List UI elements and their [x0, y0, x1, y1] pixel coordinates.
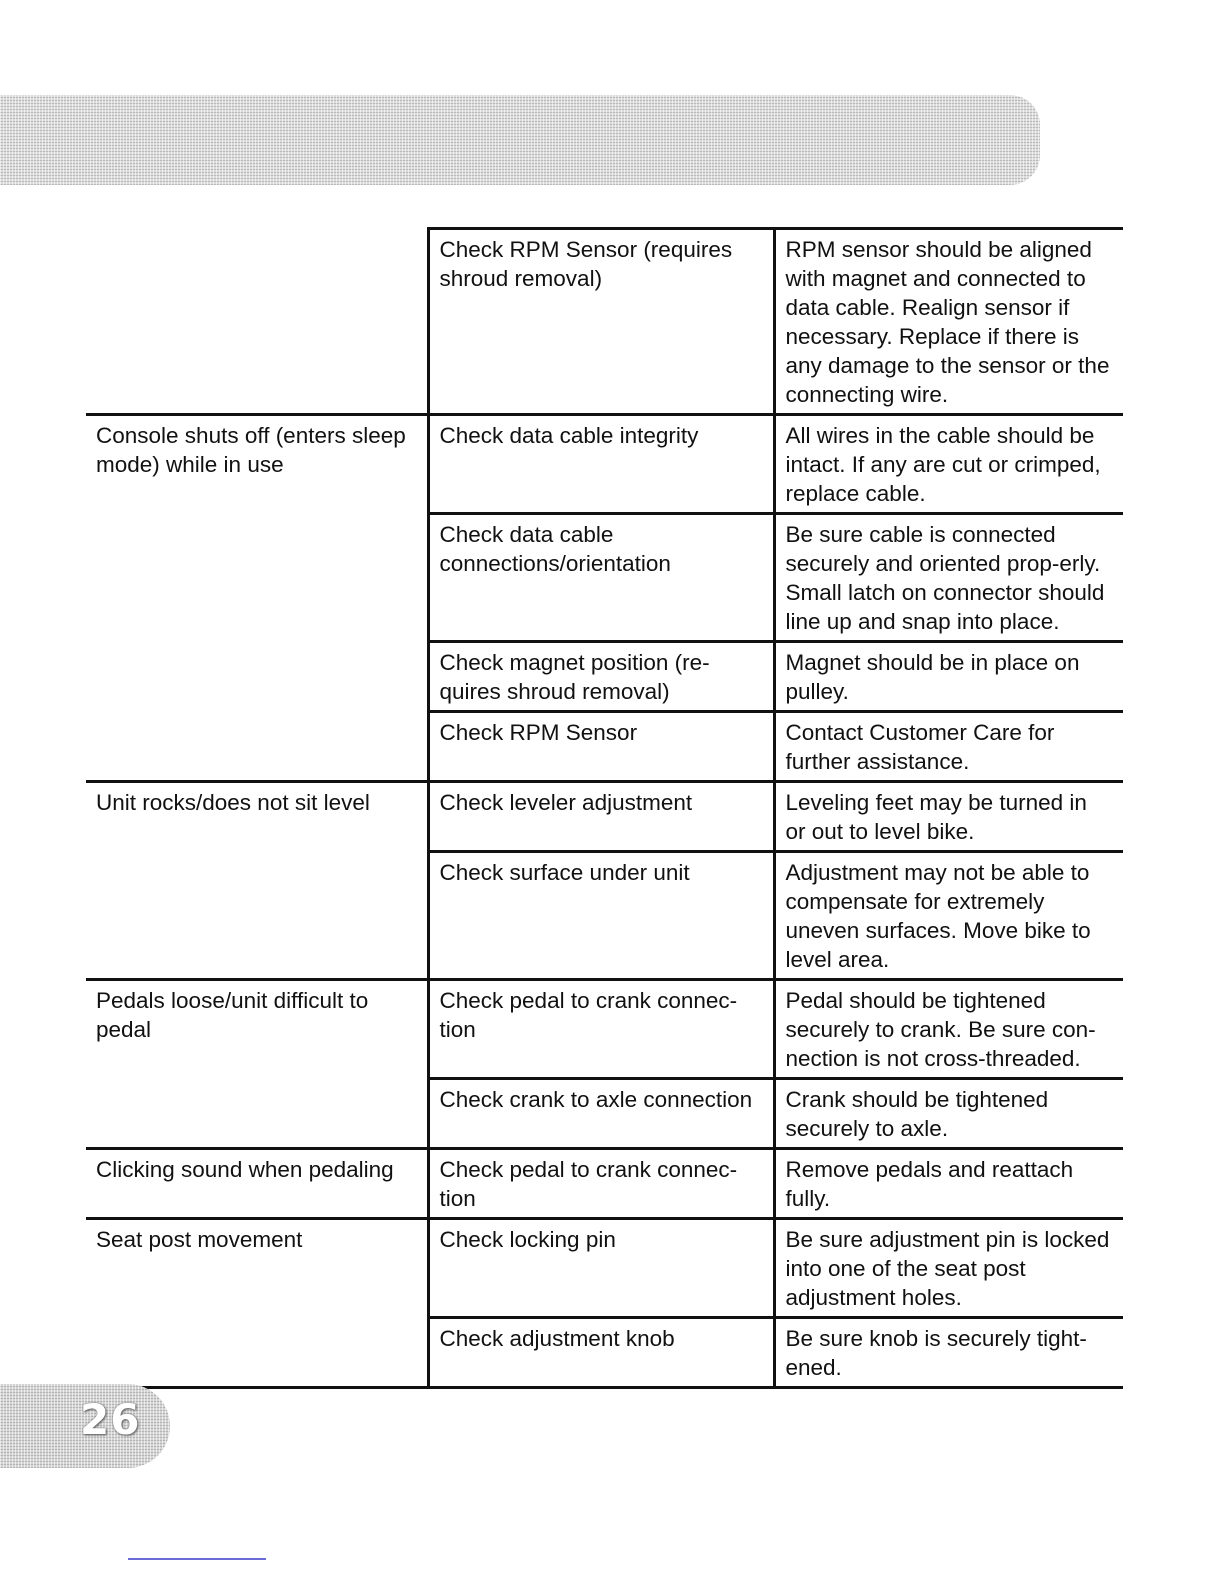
- problem-cell: [86, 852, 428, 980]
- problem-cell: [86, 1318, 428, 1388]
- solution-cell: Be sure cable is connected securely and oriented prop-erly. Small latch on connector should line up and snap into place.: [774, 514, 1123, 642]
- check-cell: Check locking pin: [428, 1219, 774, 1318]
- check-cell: Check pedal to crank connec-tion: [428, 1149, 774, 1219]
- problem-cell: Console shuts off (enters sleep mode) while in use: [86, 415, 428, 514]
- solution-cell: All wires in the cable should be intact. If any are cut or crimped, replace cable.: [774, 415, 1123, 514]
- problem-cell: [86, 1079, 428, 1149]
- table-row: [86, 1149, 1123, 1219]
- solution-cell: Be sure knob is securely tight-ened.: [774, 1318, 1123, 1388]
- problem-cell: [86, 514, 428, 642]
- solution-cell: RPM sensor should be aligned with magnet and connected to data cable. Realign sensor if necessary. Replace if there is any damage to the sensor or the connecting wire.: [774, 229, 1123, 415]
- table-row: [86, 1219, 1123, 1318]
- problem-cell: [86, 712, 428, 782]
- problem-cell: Clicking sound when pedaling: [86, 1149, 428, 1219]
- table-row: [86, 980, 1123, 1079]
- solution-cell: Be sure adjustment pin is locked into one of the seat post adjustment holes.: [774, 1219, 1123, 1318]
- table-row: [86, 712, 1123, 782]
- troubleshooting-table: [86, 227, 1123, 1389]
- check-cell: Check pedal to crank connec-tion: [428, 980, 774, 1079]
- check-cell: Check magnet position (re-quires shroud removal): [428, 642, 774, 712]
- check-cell: Check adjustment knob: [428, 1318, 774, 1388]
- problem-cell: Unit rocks/does not sit level: [86, 782, 428, 852]
- table-row: [86, 229, 1123, 415]
- check-cell: Check RPM Sensor (requires shroud removal): [428, 229, 774, 415]
- table-row: [86, 514, 1123, 642]
- page-number: 26: [80, 1395, 141, 1444]
- solution-cell: Remove pedals and reattach fully.: [774, 1149, 1123, 1219]
- table-row: [86, 1079, 1123, 1149]
- table-row: [86, 415, 1123, 514]
- check-cell: Check leveler adjustment: [428, 782, 774, 852]
- solution-cell: Contact Customer Care for further assistance.: [774, 712, 1123, 782]
- header-banner: [0, 95, 1040, 185]
- check-cell: Check crank to axle connection: [428, 1079, 774, 1149]
- problem-cell: [86, 642, 428, 712]
- table-row: [86, 1318, 1123, 1388]
- check-cell: Check surface under unit: [428, 852, 774, 980]
- solution-cell: Pedal should be tightened securely to crank. Be sure con-nection is not cross-threaded.: [774, 980, 1123, 1079]
- table-row: [86, 642, 1123, 712]
- solution-cell: Magnet should be in place on pulley.: [774, 642, 1123, 712]
- solution-cell: Leveling feet may be turned in or out to level bike.: [774, 782, 1123, 852]
- check-cell: Check RPM Sensor: [428, 712, 774, 782]
- solution-cell: Crank should be tightened securely to axle.: [774, 1079, 1123, 1149]
- problem-cell: Seat post movement: [86, 1219, 428, 1318]
- check-cell: Check data cable connections/orientation: [428, 514, 774, 642]
- problem-cell: [86, 229, 428, 415]
- table-row: [86, 852, 1123, 980]
- problem-cell: Pedals loose/unit difficult to pedal: [86, 980, 428, 1079]
- table-row: [86, 782, 1123, 852]
- check-cell: Check data cable integrity: [428, 415, 774, 514]
- bottom-rule: [128, 1558, 266, 1560]
- solution-cell: Adjustment may not be able to compensate for extremely uneven surfaces. Move bike to level area.: [774, 852, 1123, 980]
